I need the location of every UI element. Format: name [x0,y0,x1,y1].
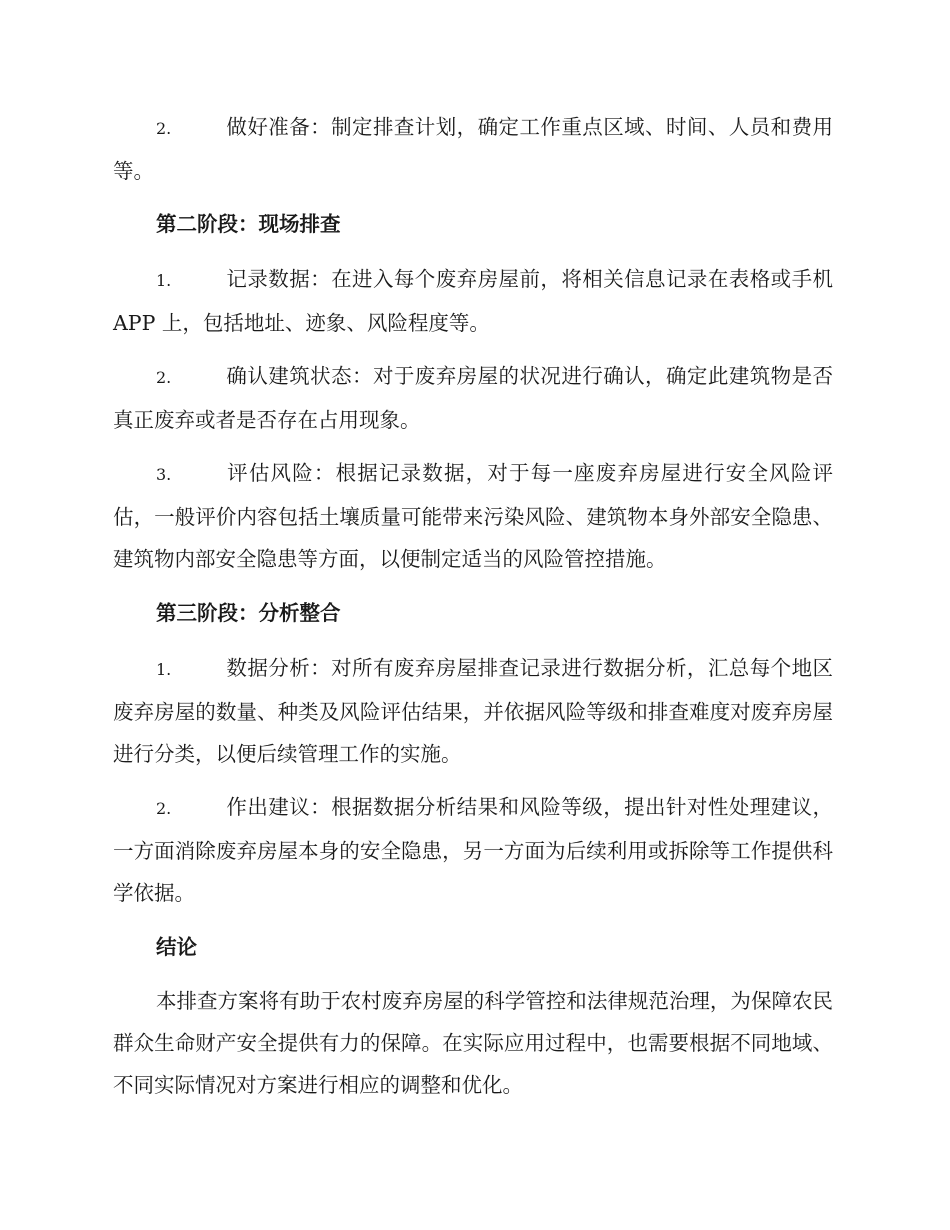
list-item-number: 1. [156,271,172,290]
list-item-number: 3. [156,465,172,484]
list-item [113,647,833,775]
list-item-number: 2. [156,799,172,818]
list-item-text: 数据分析：对所有废弃房屋排查记录进行数据分析，汇总每个地区废弃房屋的数量、种类及风险评估结果，并依据风险等级和排查难度对废弃房屋进行分类，以便后续管理工作的实施。 [113,656,833,766]
list-item-number: 1. [156,660,172,679]
list-item [113,258,833,344]
list-item-text: 评估风险：根据记录数据，对于每一座废弃房屋进行安全风险评估，一般评价内容包括土壤质量可能带来污染风险、建筑物本身外部安全隐患、建筑物内部安全隐患等方面，以便制定适当的风险管控措施。 [113,461,833,571]
list-item [113,106,833,192]
list-item-number: 2. [156,119,172,138]
list-item [113,355,833,441]
conclusion-heading: 结论 [156,935,197,959]
section-heading-stage-3: 第三阶段：分析整合 [156,601,341,625]
list-item-text: 做好准备：制定排查计划，确定工作重点区域、时间、人员和费用等。 [113,115,833,183]
list-item-number: 2. [156,368,172,387]
list-item-text: 确认建筑状态：对于废弃房屋的状况进行确认，确定此建筑物是否真正废弃或者是否存在占用现象。 [113,364,833,432]
list-item-text: 记录数据：在进入每个废弃房屋前，将相关信息记录在表格或手机 APP 上，包括地址、迹象、风险程度等。 [113,267,833,335]
section-heading-stage-2: 第二阶段：现场排查 [156,212,341,236]
list-item [113,786,833,914]
conclusion-paragraph: 本排查方案将有助于农村废弃房屋的科学管控和法律规范治理，为保障农民群众生命财产安全提供有力的保障。在实际应用过程中，也需要根据不同地域、不同实际情况对方案进行相应的调整和优化。 [113,989,833,1097]
list-item [113,452,833,580]
list-item-text: 作出建议：根据数据分析结果和风险等级，提出针对性处理建议，一方面消除废弃房屋本身的安全隐患，另一方面为后续利用或拆除等工作提供科学依据。 [113,795,833,905]
